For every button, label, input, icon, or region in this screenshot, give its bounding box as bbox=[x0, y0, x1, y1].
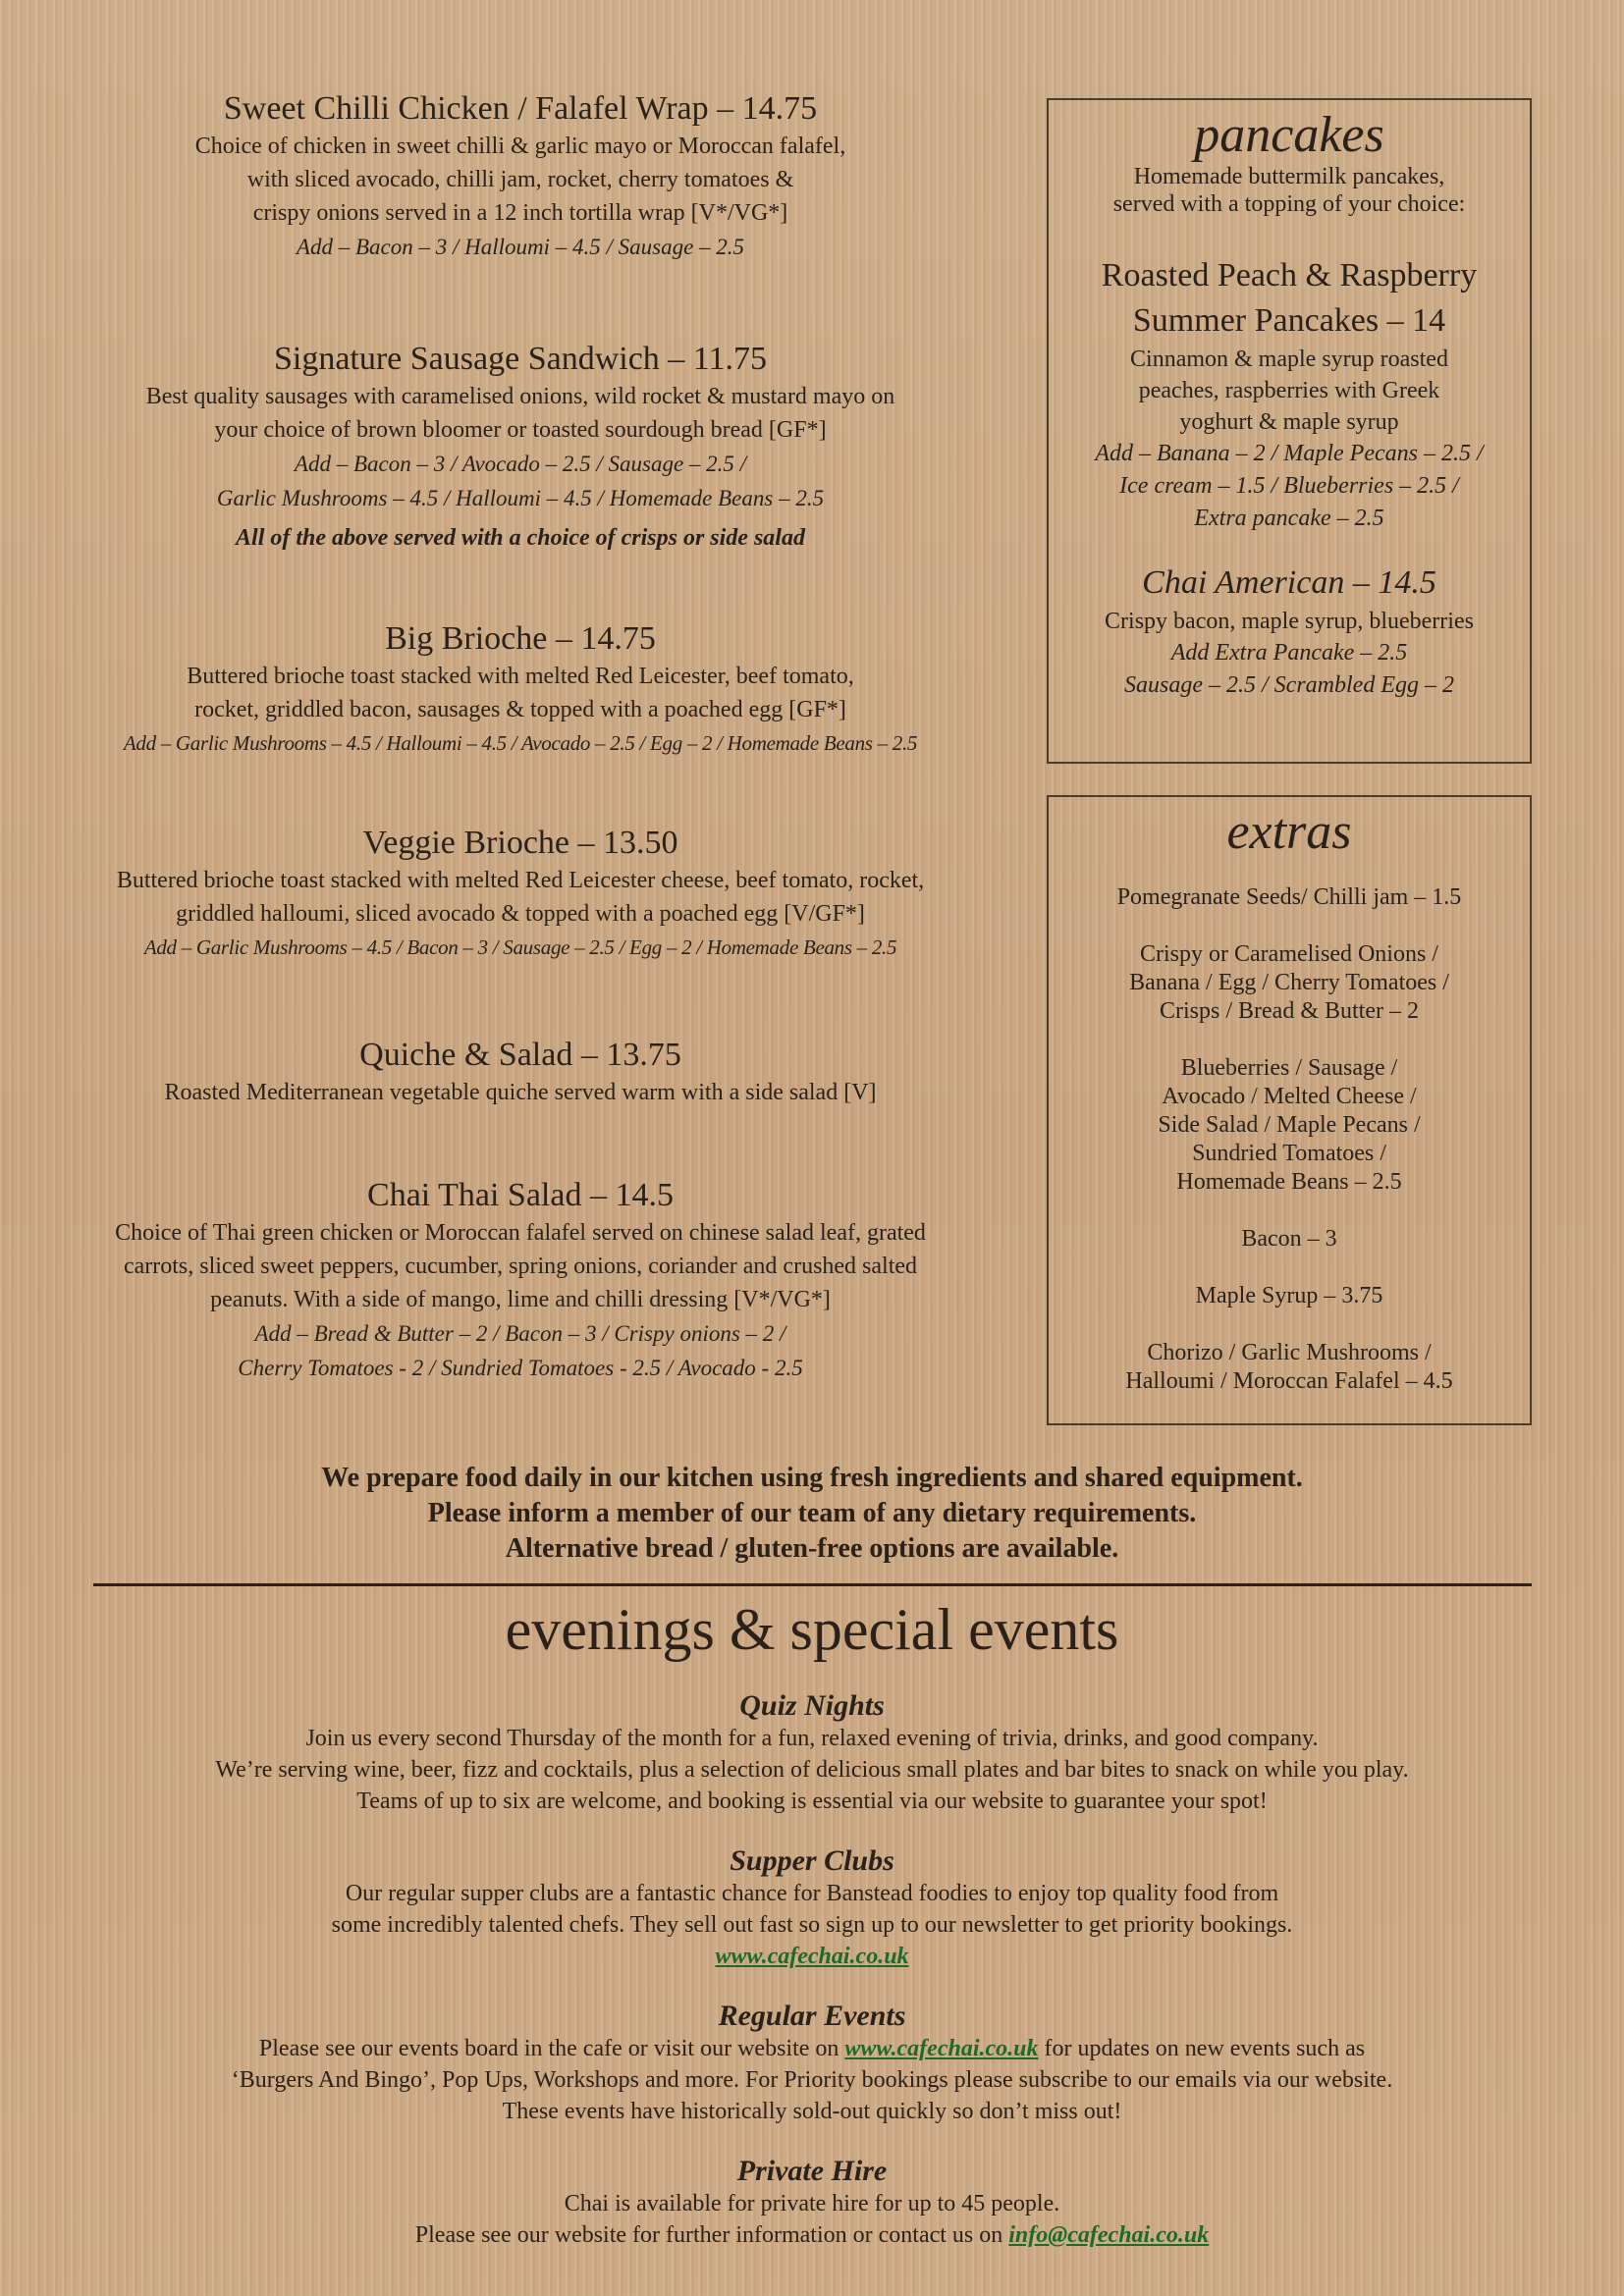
item-desc-line: Choice of chicken in sweet chilli & garlic mayo or Moroccan falafel, bbox=[194, 133, 846, 159]
regular-text: for updates on new events such as bbox=[1038, 2036, 1366, 2061]
quiz-nights-heading: Quiz Nights bbox=[739, 1689, 885, 1722]
menu-item-big-brioche bbox=[29, 618, 1011, 761]
extras-line: Halloumi / Moroccan Falafel – 4.5 bbox=[1125, 1368, 1453, 1394]
extras-line: Pomegranate Seeds/ Chilli jam – 1.5 bbox=[1116, 884, 1462, 910]
item-addons: Garlic Mushrooms – 4.5 / Halloumi – 4.5 / Homemade Beans – 2.5 bbox=[216, 486, 825, 510]
pancakes-intro: served with a topping of your choice: bbox=[1112, 191, 1466, 217]
item-title: Signature Sausage Sandwich – 11.75 bbox=[273, 341, 768, 377]
extras-line: Blueberries / Sausage / bbox=[1180, 1055, 1398, 1081]
chai-american-addons: Add Extra Pancake – 2.5 bbox=[1170, 640, 1408, 666]
peach-pancakes-addons: Add – Banana – 2 / Maple Pecans – 2.5 / bbox=[1095, 441, 1484, 466]
website-link[interactable]: www.cafechai.co.uk bbox=[715, 1944, 909, 1969]
private-line bbox=[39, 2219, 1585, 2251]
section-divider bbox=[93, 1583, 1532, 1586]
item-desc-line: Buttered brioche toast stacked with melted Red Leicester, beef tomato, bbox=[187, 664, 854, 689]
item-desc-line: griddled halloumi, sliced avocado & topped with a poached egg [V/GF*] bbox=[176, 901, 865, 927]
item-desc-line: Choice of Thai green chicken or Moroccan falafel served on chinese salad leaf, grated bbox=[115, 1220, 926, 1246]
quiz-line: We’re serving wine, beer, fizz and cocktails, plus a selection of delicious small plates and bar bites to snack on while you play. bbox=[215, 1757, 1409, 1783]
private-line: Chai is available for private hire for up to 45 people. bbox=[564, 2191, 1060, 2216]
menu-item-sausage-sandwich bbox=[29, 339, 1011, 555]
regular-text: Please see our events board in the cafe or visit our website on bbox=[258, 2036, 845, 2061]
peach-pancakes-title: Roasted Peach & Raspberry bbox=[1101, 257, 1478, 294]
extras-line: Crisps / Bread & Butter – 2 bbox=[1160, 998, 1419, 1024]
menu-item-wrap bbox=[29, 88, 1011, 264]
item-addons: Add – Garlic Mushrooms – 4.5 / Bacon – 3 / Sausage – 2.5 / Egg – 2 / Homemade Beans – 2.5 bbox=[143, 935, 897, 959]
menu-item-quiche bbox=[29, 1035, 1011, 1109]
quiz-line: Teams of up to six are welcome, and booking is essential via our website to guarantee your spot! bbox=[356, 1789, 1268, 1814]
peach-pancakes-desc: Cinnamon & maple syrup roasted bbox=[1130, 347, 1448, 372]
peach-pancakes-desc: yoghurt & maple syrup bbox=[1179, 409, 1399, 435]
events-title: evenings & special events bbox=[505, 1597, 1119, 1662]
extras-heading: extras bbox=[1226, 804, 1352, 860]
pancakes-box bbox=[1047, 98, 1532, 764]
peach-pancakes-addons: Extra pancake – 2.5 bbox=[1194, 506, 1384, 531]
peach-pancakes-addons: Ice cream – 1.5 / Blueberries – 2.5 / bbox=[1119, 473, 1459, 499]
supper-line: some incredibly talented chefs. They sell out fast so sign up to our newsletter to get priority bookings. bbox=[331, 1912, 1293, 1938]
item-addons: Cherry Tomatoes - 2 / Sundried Tomatoes - 2.5 / Avocado - 2.5 bbox=[238, 1356, 803, 1380]
notice-line: Alternative bread / gluten-free options are available. bbox=[505, 1533, 1119, 1564]
private-text: Please see our website for further information or contact us on bbox=[414, 2222, 1009, 2248]
extras-line: Chorizo / Garlic Mushrooms / bbox=[1147, 1340, 1432, 1365]
item-desc-line: Roasted Mediterranean vegetable quiche served warm with a side salad [V] bbox=[164, 1080, 877, 1105]
item-desc-line: Best quality sausages with caramelised onions, wild rocket & mustard mayo on bbox=[145, 384, 895, 409]
item-desc-line: crispy onions served in a 12 inch tortilla wrap [V*/VG*] bbox=[252, 200, 788, 226]
item-title: Big Brioche – 14.75 bbox=[385, 620, 656, 657]
pancakes-intro: Homemade buttermilk pancakes, bbox=[1133, 164, 1445, 189]
dietary-notice bbox=[59, 1461, 1565, 1567]
peach-pancakes-title: Summer Pancakes – 14 bbox=[1132, 302, 1446, 339]
extras-line: Banana / Egg / Cherry Tomatoes / bbox=[1129, 970, 1449, 995]
email-link[interactable]: info@cafechai.co.uk bbox=[1008, 2222, 1210, 2248]
website-link[interactable]: www.cafechai.co.uk bbox=[844, 2036, 1039, 2061]
chai-american-title: Chai American – 14.5 bbox=[1142, 564, 1436, 601]
item-title: Veggie Brioche – 13.50 bbox=[362, 825, 678, 861]
notice-line: We prepare food daily in our kitchen using fresh ingredients and shared equipment. bbox=[321, 1463, 1303, 1493]
menu-item-veggie-brioche bbox=[29, 823, 1011, 965]
regular-line: These events have historically sold-out quickly so don’t miss out! bbox=[502, 2099, 1122, 2124]
chai-american-desc: Crispy bacon, maple syrup, blueberries bbox=[1105, 609, 1474, 634]
item-desc-line: with sliced avocado, chilli jam, rocket, cherry tomatoes & bbox=[246, 167, 794, 192]
private-hire-heading: Private Hire bbox=[736, 2155, 888, 2187]
notice-line: Please inform a member of our team of any dietary requirements. bbox=[427, 1498, 1197, 1528]
supper-line: Our regular supper clubs are a fantastic chance for Banstead foodies to enjoy top quality food from bbox=[345, 1881, 1279, 1906]
chai-american-addons: Sausage – 2.5 / Scrambled Egg – 2 bbox=[1124, 672, 1454, 698]
extras-box bbox=[1047, 795, 1532, 1425]
menu-item-thai-salad bbox=[29, 1175, 1011, 1385]
item-addons: Add – Bread & Butter – 2 / Bacon – 3 / Crispy onions – 2 / bbox=[254, 1321, 786, 1346]
item-desc-line: your choice of brown bloomer or toasted sourdough bread [GF*] bbox=[214, 417, 827, 443]
events-section bbox=[39, 1595, 1585, 2251]
regular-line bbox=[39, 2033, 1585, 2064]
item-desc-line: peanuts. With a side of mango, lime and chilli dressing [V*/VG*] bbox=[210, 1287, 831, 1312]
regular-line: ‘Burgers And Bingo’, Pop Ups, Workshops and more. For Priority bookings please subscribe to our emails via our website. bbox=[231, 2067, 1393, 2093]
supper-clubs-heading: Supper Clubs bbox=[730, 1844, 894, 1877]
peach-pancakes-desc: peaches, raspberries with Greek bbox=[1138, 378, 1440, 403]
item-title: Sweet Chilli Chicken / Falafel Wrap – 14.75 bbox=[223, 90, 818, 127]
served-with-note: All of the above served with a choice of crisps or side salad bbox=[236, 525, 805, 551]
extras-line: Maple Syrup – 3.75 bbox=[1195, 1283, 1383, 1308]
pancakes-heading: pancakes bbox=[1194, 107, 1384, 163]
extras-line: Avocado / Melted Cheese / bbox=[1162, 1084, 1417, 1109]
item-title: Chai Thai Salad – 14.5 bbox=[367, 1177, 674, 1213]
item-addons: Add – Bacon – 3 / Avocado – 2.5 / Sausage – 2.5 / bbox=[294, 452, 747, 476]
extras-line: Homemade Beans – 2.5 bbox=[1176, 1169, 1402, 1195]
extras-line: Sundried Tomatoes / bbox=[1192, 1141, 1386, 1166]
extras-line: Side Salad / Maple Pecans / bbox=[1158, 1112, 1421, 1138]
extras-line: Bacon – 3 bbox=[1241, 1226, 1337, 1252]
item-desc-line: rocket, griddled bacon, sausages & topped with a poached egg [GF*] bbox=[194, 697, 846, 722]
item-addons: Add – Garlic Mushrooms – 4.5 / Halloumi – 4.5 / Avocado – 2.5 / Egg – 2 / Homemade Beans – 2.5 bbox=[123, 731, 918, 755]
extras-line: Crispy or Caramelised Onions / bbox=[1140, 941, 1438, 967]
item-desc-line: carrots, sliced sweet peppers, cucumber, spring onions, coriander and crushed salted bbox=[123, 1254, 918, 1279]
regular-events-heading: Regular Events bbox=[718, 2000, 906, 2032]
item-addons: Add – Bacon – 3 / Halloumi – 4.5 / Sausage – 2.5 bbox=[296, 235, 745, 259]
item-desc-line: Buttered brioche toast stacked with melted Red Leicester cheese, beef tomato, rocket, bbox=[116, 868, 925, 893]
quiz-line: Join us every second Thursday of the month for a fun, relaxed evening of trivia, drinks, and good company. bbox=[305, 1726, 1319, 1751]
item-title: Quiche & Salad – 13.75 bbox=[359, 1037, 681, 1073]
